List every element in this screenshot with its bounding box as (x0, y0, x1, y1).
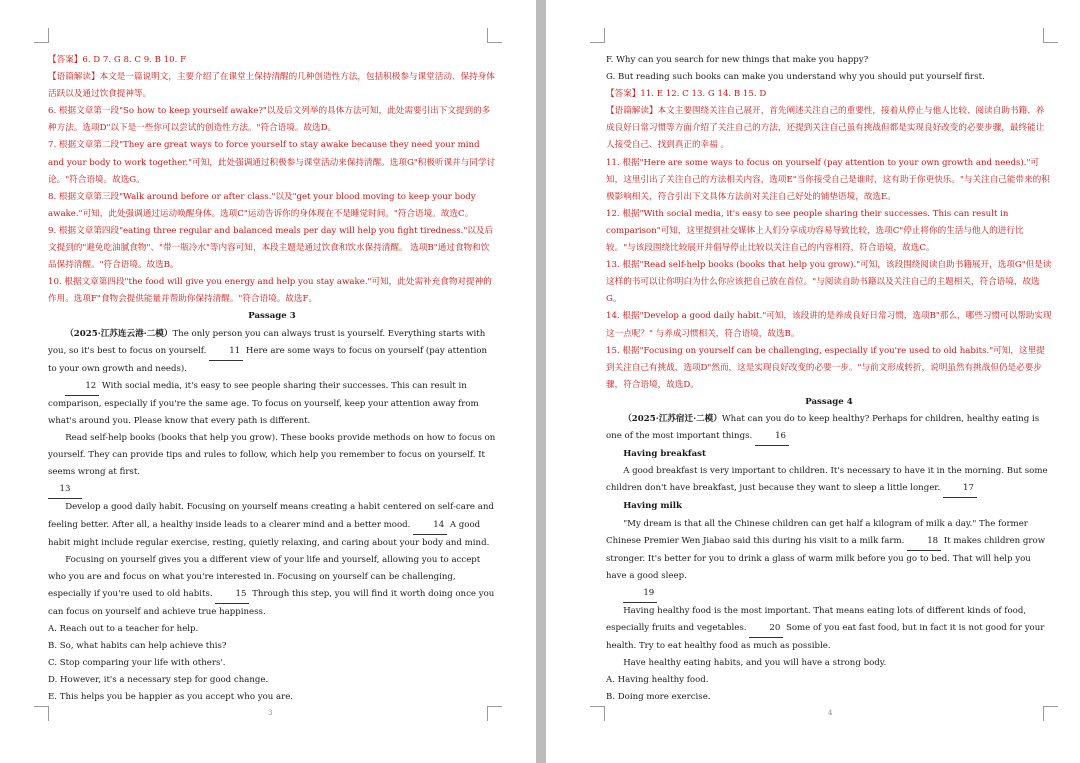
blank-13: 13 (48, 481, 82, 499)
paragraph-text: It makes children grow stronger. It's better for you to drink a glass of warm milk before you go to bed. That will help you have a good sleep. (606, 535, 1046, 581)
option-f: F. Why can you search for new things that make you happy? (606, 55, 869, 65)
option-b: B. So, what habits can help achieve this? (48, 641, 227, 652)
blank-11: 11 (209, 343, 243, 361)
blank-15: 15 (215, 586, 249, 604)
explanation-9: 9. 根据文章第四段"eating three regular and balanced meals per day will help you fight tiredness."以及后文提到的"避免吃油腻食物"、"带一瓶冷水"等内容可知，本段主题是通过饮食和饮水保持清醒。 选项B"通过食物和饮品保持清醒。"符合语境。故选B。 (48, 225, 494, 271)
passage-paragraph (48, 552, 496, 621)
passage-paragraph (606, 411, 1052, 446)
passage-paragraph (606, 603, 1052, 655)
page-number: 4 (828, 709, 833, 717)
section-heading: Having breakfast (623, 449, 706, 460)
page-content (48, 52, 496, 707)
paragraph-text: "My dream is that all the Chinese children can get half a kilogram of milk a day." The former Chinese Premier Wen Jiabao said this during his visit to a milk farm. (606, 518, 1028, 546)
passage-paragraph (606, 463, 1052, 498)
passage-paragraph (606, 516, 1052, 585)
passage-paragraph (48, 326, 496, 378)
passage-paragraph: Have healthy eating habits, and you will have a strong body. (623, 658, 887, 669)
corner-mark (1043, 706, 1058, 721)
passage-title: Passage 3 (248, 311, 296, 322)
page-number: 3 (268, 709, 273, 717)
corner-mark (487, 706, 502, 721)
option-g: G. But reading such books can make you understand why you should put yourself first. (606, 72, 985, 83)
explanation-11: 11. 根据"Here are some ways to focus on yourself (pay attention to your own growth and needs)."可知，这里引出了关注自己的方法相关内容，选项E"当你接受自己是谁时，这有助于你更快乐。"与关注自己能带来的积极影响相关，符合引出下文具体方法前对关注自己好处的铺垫语境，故选E。 (606, 157, 1050, 202)
answer-key: 【答案】6. D 7. G 8. C 9. B 10. F (48, 55, 187, 65)
passage-paragraph: Read self-help books (books that help you grow). These books provide methods on how to focus on yourself. They can provide tips and rules to follow, which help you remember to focus on yourself. It seems wrong at first. (48, 433, 496, 478)
paragraph-text: What can you do to keep healthy? Perhaps for children, healthy eating is one of the most important things. (606, 413, 1040, 442)
paragraph-text: A good breakfast is very important to children. It's necessary to have it in the morning. But some children don't have breakfast, just because they want to sleep a little longer. (606, 466, 1048, 494)
corner-mark (1043, 28, 1058, 43)
blank-line (48, 481, 496, 499)
blank-16: 16 (755, 428, 789, 446)
paragraph-text: Having healthy food is the most important. That means eating lots of different kinds of food, especially fruits and vegetables. (606, 606, 1027, 634)
blank-19: 19 (623, 585, 657, 603)
blank-14: 14 (413, 517, 447, 535)
option-c: C. Stop comparing your life with others'. (48, 658, 226, 669)
corner-mark (34, 706, 49, 721)
corner-mark (34, 28, 49, 43)
passage-paragraph (48, 378, 496, 430)
paragraph-text: Here are some ways to focus on yourself (pay attention to your own growth and needs). (48, 345, 488, 374)
page-gap (536, 0, 546, 763)
section-heading: Having milk (623, 501, 682, 512)
paragraph-text: Develop a good daily habit. Focusing on yourself means creating a habit centered on self-care and feeling better. After all, a healthy inside leads to a clearer mind and a better mood. (48, 502, 494, 530)
paragraph-text: Some of you eat fast food, but in fact it is not good for your health. Try to eat healthy food as much as possible. (606, 623, 1045, 652)
paragraph-text: Through this step, you will find it worth doing once you can focus on yourself and achieve true happiness. (48, 588, 495, 617)
answer-key: 【答案】11. E 12. C 13. G 14. B 15. D (606, 89, 767, 100)
option-a: A. Reach out to a teacher for help. (48, 624, 199, 635)
explanation-15: 15. 根据"Focusing on yourself can be challenging, especially if you're used to old habits."可知，这里提到关注自己有挑战，选项D"然而，这是实现良好改变的必要一步。"与前文形成转折，说明虽然有挑战但仍是必要步骤，符合语境，故选D。 (606, 345, 1045, 390)
source-label: （2025·江苏宿迁·二模） (623, 413, 722, 424)
paragraph-text: A good habit might include regular exercise, resting, quietly relaxing, and caring about your body and mind. (48, 519, 490, 548)
corner-mark (590, 706, 605, 721)
option-e: E. This helps you be happier as you accept who you are. (48, 692, 294, 703)
paragraph-text: With social media, it's easy to see people sharing their successes. This can result in comparison, especially if you're the same age. To focus on yourself, keep your attention away from what's around you. Please know that every path is different. (48, 380, 479, 426)
explanation-8: 8. 根据文章第三段"Walk around before or after class."以及"get your blood moving to keep your body awake."可知，此处强调通过运动唤醒身体。选项C"运动告诉你的身体现在不是睡觉时间。"符合语境。故选C。 (48, 191, 476, 219)
explanation-10: 10. 根据文章第四段"the food will give you energy and help you stay awake."可知，此处需补充食物对提神的作用。选项F"食物会提供能量并帮助你保持清醒。"符合语境。故选F。 (48, 277, 492, 305)
blank-18: 18 (907, 533, 941, 551)
explanation-7: 7. 根据文章第二段"They are great ways to force yourself to stay awake because they need your mind and your body to work together."可知，此处强调通过积极参与课堂活动来保持清醒。选项G"积极听课并与同学讨论。"符合语境。故选G。 (48, 140, 496, 185)
passage-paragraph (48, 499, 496, 551)
option-a: A. Having healthy food. (606, 675, 709, 686)
source-label: （2025·江苏连云港·二模） (65, 328, 173, 339)
explanation-14: 14. 根据"Develop a good daily habit."可知，该段讲的是养成良好日常习惯，选项B"那么，哪些习惯可以帮助实现这一点呢？" 与养成习惯相关，符合语境，故选B。 (606, 311, 1052, 339)
explanation-12: 12. 根据"With social media, it's easy to see people sharing their successes. This can result in comparison"可知，这里提到社交媒体上人们分享成功容易导致比较，选项C"停止将你的生活与他人的进行比较。"与该段围绕比较展开并倡导停止比较以关注自己的内容相符，符合语境，故选C。 (606, 208, 1024, 254)
explanation-6: 6. 根据文章第一段"So how to keep yourself awake?"以及后文列举的具体方法可知，此处需要引出下文提到的多种方法。选项D"以下是一些你可以尝试的创造性方法。"符合语境。故选D。 (48, 106, 491, 134)
document-page-3 (0, 0, 536, 763)
corner-mark (590, 28, 605, 43)
blank-line (606, 585, 1052, 603)
paragraph-text: Focusing on yourself gives you a different view of your life and yourself, allowing you to accept who you are and focus on what you're interested in. Focusing on yourself can be challenging, especially if you're used to old habits. (48, 554, 481, 599)
passage-title: Passage 4 (805, 396, 853, 407)
blank-12: 12 (65, 378, 99, 396)
document-page-4 (546, 0, 1080, 763)
discourse-analysis: 【语篇解读】本文主要围绕关注自己展开，首先阐述关注自己的重要性，接着从停止与他人比较、阅读自助书籍、养成良好日常习惯等方面介绍了关注自己的方法，还提到关注自己虽有挑战但都是实现良好改变的必要步骤，最终能让人接受自己、找到真正的幸福 。 (606, 106, 1045, 151)
option-d: D. However, it's a necessary step for good change. (48, 675, 269, 686)
page-content (606, 52, 1052, 707)
explanation-13: 13. 根据"Read self-help books (books that help you grow)."可知，该段围绕阅读自助书籍展开，选项G"但是读这样的书可以让你明白为什么你应该把自己放在首位。"与阅读自助书籍以及关注自己的主题相关，符合语境，故选G。 (606, 260, 1052, 305)
option-b: B. Doing more exercise. (606, 692, 711, 703)
corner-mark (487, 28, 502, 43)
blank-17: 17 (943, 480, 977, 498)
blank-20: 20 (749, 620, 783, 638)
discourse-analysis: 【语篇解读】本文是一篇说明文，主要介绍了在课堂上保持清醒的几种创造性方法，包括积极参与课堂活动、保持身体活跃以及通过饮食提神等。 (48, 72, 495, 100)
paragraph-text: The only person you can always trust is yourself. Everything starts with you, so it's best to focus on yourself. (48, 328, 486, 356)
